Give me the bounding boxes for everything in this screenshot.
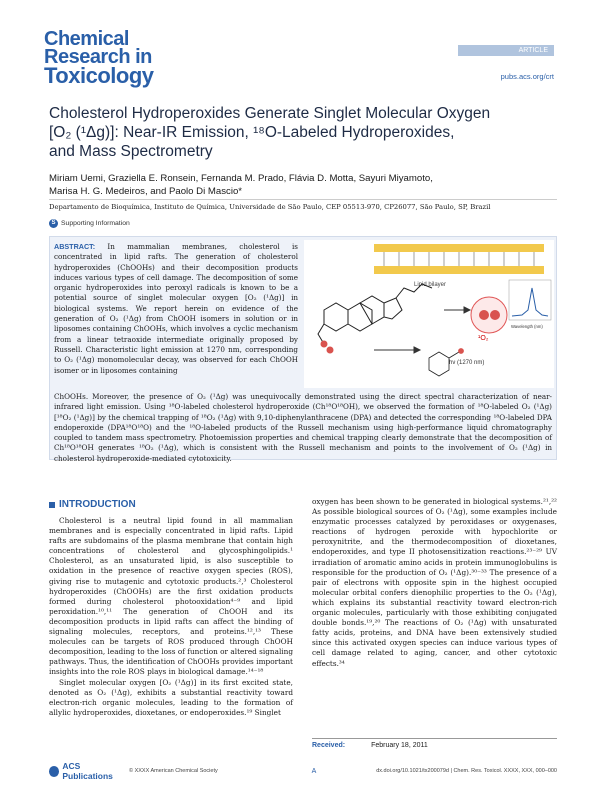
logo-line-2: Research in	[44, 46, 152, 68]
abstract-part-2: ChOOHs. Moreover, the presence of O₂ (¹Δg) was unequivocally demonstrated using the direct spectral characterization of near-infrared light emission. Using ¹⁸O-labeled cholesterol hydroperoxide (Ch¹⁸O¹⁸OH), we observed the formation of ¹⁸O-labeled O₂ (¹Δg) [¹⁸O₂ (¹Δg)] by the chemical trapping of ¹⁸O₂ (¹Δg) with 9,10-diphenylanthracene (DPA) and detected the corresponding ¹⁸O-labeled DPA endoperoxide (DPA¹⁸O¹⁸O) and the ¹⁸O-labeled products of the Russell mechanism using high-performance liquid chromatography coupled to tandem mass spectrometry. Photoemission properties and chemical trapping clearly demonstrate that the decomposition of Ch¹⁸O¹⁸OH generates ¹⁸O₂ (¹Δg), which is consistent with the Russell mechanism and points to the involvement of O₂ (¹Δg) in cholesterol hydroperoxide-mediated cytotoxicity.	[54, 392, 552, 463]
membrane-label: Lipid bilayer	[414, 282, 447, 288]
logo-line-3: Toxicology	[44, 63, 154, 88]
publisher-name: ACS Publications	[62, 761, 113, 781]
title-line-1: Cholesterol Hydroperoxides Generate Singlet Molecular Oxygen	[49, 105, 491, 122]
journal-logo	[44, 30, 154, 86]
hv-label: hν (1270 nm)	[449, 360, 485, 366]
received-date: February 18, 2011	[371, 742, 428, 749]
authors-line-2: Marisa H. G. Medeiros, and Paolo Di Mascio*	[49, 186, 243, 197]
journal-url-link[interactable]: pubs.acs.org/crt	[500, 72, 554, 81]
supporting-info-icon: S	[49, 219, 58, 228]
title-line-3: and Mass Spectrometry	[49, 143, 213, 160]
cholesterol-structure	[318, 284, 432, 353]
supporting-information-link[interactable]	[49, 219, 130, 228]
singlet-oxygen-graphic	[449, 297, 507, 366]
divider	[49, 199, 557, 200]
doi-citation-link[interactable]: dx.doi.org/10.1021/tx200079d | Chem. Res. Toxicol. XXXX, XXX, 000–000	[376, 768, 557, 774]
wavelength-axis-label: Wavelength (nm)	[511, 324, 543, 329]
affiliation: Departamento de Bioquímica, Instituto de Química, Universidade de São Paulo, CEP 05513-970, CP26077, São Paulo, SP, Brazil	[49, 203, 491, 211]
abstract-text-1: In mammalian membranes, cholesterol is concentrated in lipid rafts. The generation of cholesterol hydroperoxides (ChOOHs) and their decomposition products induces various types of cell damage. The decomposition of some organic hydroperoxides into peroxyl radicals is known to be a potential source of singlet molecular oxygen [O₂ (¹Δg)] in biological systems. We report herein on evidence of the generation of O₂ (¹Δg) from ChOOH isomers in solution or in liposomes containing ChOOHs, which involves a cyclic mechanism from a linear tetraoxide intermediate originally proposed by Russell. Characteristic light emission at 1270 nm, corresponding to O₂ (¹Δg) monomolecular decay, was observed for each ChOOH isomer or in liposomes containing	[54, 242, 298, 375]
received-label: Received:	[312, 742, 346, 749]
page-footer	[49, 761, 557, 781]
intro-paragraph-1: Cholesterol is a neutral lipid found in all mammalian membranes and is especially concentrated in lipid rafts. Lipid rafts are subdomains of the plasma membrane that contain high concentrations of cholesterol and glycosphingolipids.¹ Cholesterol, as an unsaturated lipid, is also susceptible to oxidation in the presence of reactive oxygen species (ROS), giving rise to mutagenic and cytotoxic products.²,³ Cholesterol hydroperoxides (ChOOHs) are the first oxidation products formed during cholesterol photooxidation⁴⁻⁹ and lipid peroxidation.¹⁰,¹¹ The generation of ChOOH and its decomposition products in lipid rafts can affect the binding of signaling molecules, receptors, and proteins.¹²,¹³ These molecules can be targets of ROS produced through ChOOH decomposition, leading to the loss of function or altered signaling pathways. Thus, the identification of ChOOHs provides important insights into the role ROS plays in biological damage.¹⁴⁻¹⁸	[49, 516, 293, 677]
received-date-block	[312, 738, 557, 749]
introduction-heading	[49, 499, 136, 510]
section-bullet-icon	[49, 502, 55, 508]
left-column	[49, 516, 293, 718]
right-column: oxygen has been shown to be generated in biological systems.²¹,²² As possible biological sources of O₂ (¹Δg), some examples include enzymatic processes catalyzed by peroxidases or oxygenases, reactions of hydrogen peroxide with hypochlorite or peroxynitrite, and the thermodecomposition of dioxetanes, endoperoxides, and type II photosensitization reactions.²³⁻²⁹ UV irradiation of aromatic amino acids in protein immunoglobulins is responsible for the production of O₂ (¹Δg).³⁰⁻³³ The presence of a pair of electrons with opposite spin in the highest occupied molecular orbital confers dienophilic properties to the O₂ (¹Δg), which explains its substantial reactivity toward electron-rich organic molecules, particularly with those exhibiting conjugated double bonds.¹⁹,²⁰ The reactions of O₂ (¹Δg) with unsaturated fatty acids, proteins, and DNA have been extensively studied since this activated oxygen species can induce various types of cell damage related to aging, cancer, and other cytotoxic effects.³⁴	[312, 497, 557, 668]
supporting-info-label: Supporting Information	[61, 220, 130, 227]
emission-spectrum-inset	[509, 280, 551, 329]
title-line-2: [O₂ (¹Δg)]: Near-IR Emission, ¹⁸O-Labeled Hydroperoxides,	[49, 124, 455, 141]
authors-line-1: Miriam Uemi, Graziella E. Ronsein, Fernanda M. Prado, Flávia D. Motta, Sayuri Miyamoto,	[49, 173, 433, 184]
introduction-heading-text: INTRODUCTION	[59, 499, 136, 510]
abstract-label: ABSTRACT:	[54, 242, 96, 251]
toc-graphic	[304, 240, 554, 388]
article-type-badge: ARTICLE	[458, 45, 554, 56]
acs-logo-icon	[49, 766, 59, 777]
author-list	[49, 172, 549, 198]
intro-paragraph-2: Singlet molecular oxygen [O₂ (¹Δg)] in its first excited state, denoted as O₂ (¹Δg), exhibits a substantial reactivity toward electron-rich organic molecules, leading to the formation of allylic hydroperoxides, dioxetanes, or endoperoxides.¹⁹ Singlet	[49, 677, 293, 717]
reaction-arrows	[374, 307, 470, 353]
page-number: A	[311, 767, 317, 775]
acs-publications-logo[interactable]	[49, 761, 129, 781]
logo-line-1: Chemical	[44, 28, 129, 50]
copyright-notice: © XXXX American Chemical Society	[129, 768, 218, 774]
abstract-part-1	[54, 242, 298, 376]
o2-label: ¹O₂	[478, 335, 489, 342]
paper-title	[49, 104, 569, 161]
